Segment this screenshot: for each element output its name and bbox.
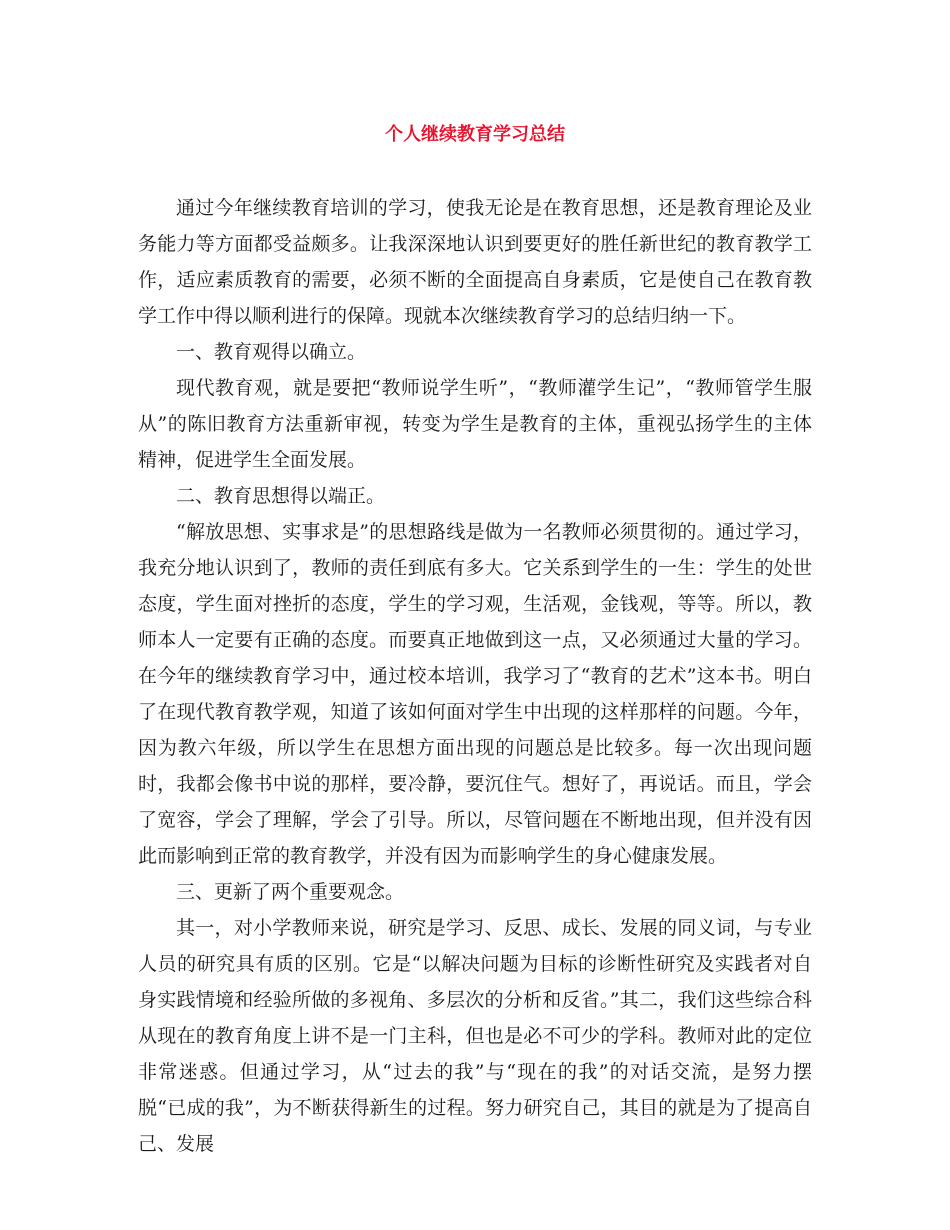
- paragraph-section-3: 其一，对小学教师来说，研究是学习、反思、成长、发展的同义词，与专业人员的研究具有质的区别。它是“以解决问题为目标的诊断性研究及实践者对自身实践情境和经验所做的多视角、多层次的分析和反省。”其二，我们这些综合科从现在的教育角度上讲不是一门主科，但也是必不可少的学科。教师对此的定位非常迷惑。但通过学习，从“过去的我”与“现在的我”的对话交流，是努力摆脱“已成的我”，为不断获得新生的过程。努力研究自己，其目的就是为了提高自己、发展: [138, 917, 812, 1155]
- paragraph-section-2: “解放思想、实事求是”的思想路线是做为一名教师必须贯彻的。通过学习，我充分地认识到了，教师的责任到底有多大。它关系到学生的一生：学生的处世态度，学生面对挫折的态度，学生的学习观，生活观，金钱观，等等。所以，教师本人一定要有正确的态度。而要真正地做到这一点，又必须通过大量的学习。在今年的继续教育学习中，通过校本培训，我学习了“教育的艺术”这本书。明白了在现代教育教学观，知道了该如何面对学生中出现的这样那样的问题。今年，因为教六年级，所以学生在思想方面出现的问题总是比较多。每一次出现问题时，我都会像书中说的那样，要冷静，要沉住气。想好了，再说话。而且，学会了宽容，学会了理解，学会了引导。所以，尽管问题在不断地出现，但并没有因此而影响到正常的教育教学，并没有因为而影响学生的身心健康发展。: [138, 521, 812, 867]
- section-heading-1: 一、教育观得以确立。: [176, 341, 367, 363]
- section-heading-3: 三、更新了两个重要观念。: [176, 881, 405, 903]
- document-body: [138, 190, 812, 1162]
- document-title: 个人继续教育学习总结: [385, 124, 565, 145]
- paragraph-intro: 通过今年继续教育培训的学习，使我无论是在教育思想，还是教育理论及业务能力等方面都受益颇多。让我深深地认识到要更好的胜任新世纪的教育教学工作，适应素质教育的需要，必须不断的全面提高自身素质，它是使自己在教育教学工作中得以顺利进行的保障。现就本次继续教育学习的总结归纳一下。: [138, 197, 812, 327]
- section-heading-2: 二、教育思想得以端正。: [176, 485, 386, 507]
- paragraph-section-1: 现代教育观，就是要把“教师说学生听”，“教师灌学生记”，“教师管学生服从”的陈旧教育方法重新审视，转变为学生是教育的主体，重视弘扬学生的主体精神，促进学生全面发展。: [138, 377, 812, 471]
